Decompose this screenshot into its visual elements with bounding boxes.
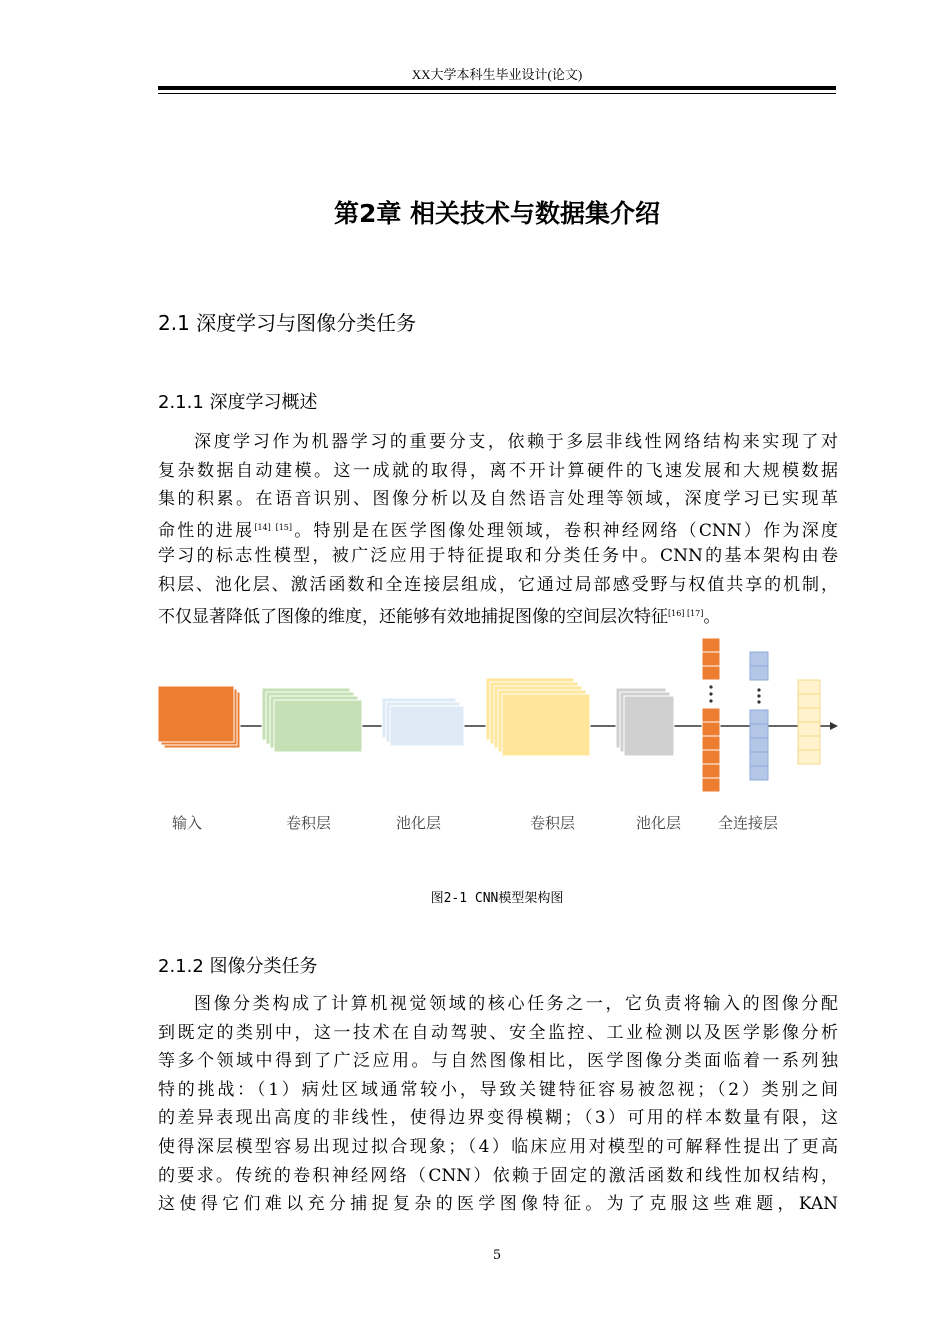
section-heading: 2.1 深度学习与图像分类任务 <box>158 311 417 335</box>
running-header: XX大学本科生毕业设计(论文) <box>411 67 583 82</box>
text-fragment: 。 <box>703 606 721 627</box>
text-line: 使得深层模型容易出现过拟合现象；（4）临床应用对模型的可解释性提出了更高 <box>158 1136 838 1157</box>
text-fragment: 不仅显著降低了图像的维度，还能够有效地捕捉图像的空间层次特征 <box>158 606 668 627</box>
header-rule-thin <box>158 93 836 94</box>
input-block <box>158 686 240 748</box>
text-line: 的差异表现出高度的非线性，使得边界变得模糊；（3）可用的样本数量有限，这 <box>158 1108 838 1129</box>
pool-layer-2-block <box>616 688 674 756</box>
header-rule-thick <box>158 86 836 90</box>
paragraph-image-classification <box>158 990 838 1219</box>
text-line: 等多个领域中得到了广泛应用。与自然图像相比，医学图像分类面临着一系列独 <box>158 1051 838 1072</box>
conv-layer-2-block <box>486 678 590 756</box>
text-fragment: 。特别是在医学图像处理领域，卷积神经网络（CNN）作为深度 <box>292 520 838 541</box>
text-line: 图像分类构成了计算机视觉领域的核心任务之一，它负责将输入的图像分配 <box>194 994 838 1014</box>
pool-layer-1-block <box>382 698 464 746</box>
figure-label-fc: 全连接层 <box>718 814 779 832</box>
text-line: 到既定的类别中，这一技术在自动驾驶、安全监控、工业检测以及医学影像分析 <box>158 1022 838 1043</box>
output-column <box>798 680 820 764</box>
paragraph-deep-learning <box>158 428 838 628</box>
figure-label-input: 输入 <box>172 814 203 832</box>
subsection-heading-2: 2.1.2 图像分类任务 <box>158 956 318 977</box>
figure-label-pool1: 池化层 <box>396 814 442 832</box>
text-fragment: 命性的进展 <box>158 520 255 541</box>
text-line-with-citation <box>158 600 838 629</box>
fc-orange-ellipsis <box>709 685 712 702</box>
text-line: 集的积累。在语音识别、图像分析以及自然语言处理等领域，深度学习已实现革 <box>158 489 838 510</box>
fc-blue-ellipsis <box>757 688 760 703</box>
chapter-title: 第2章 相关技术与数据集介绍 <box>333 199 661 228</box>
flow-arrow-head <box>830 722 838 730</box>
text-line: 深度学习作为机器学习的重要分支，依赖于多层非线性网络结构来实现了对 <box>194 432 838 452</box>
citation: [16] [17] <box>668 608 704 618</box>
text-line: 复杂数据自动建模。这一成就的取得，离不开计算硬件的飞速发展和大规模数据 <box>158 460 838 481</box>
citation: [14] [15] <box>254 522 292 532</box>
figure-caption: 图2-1 CNN模型架构图 <box>430 891 564 906</box>
fc-blue-column <box>750 652 768 780</box>
text-line: 学习的标志性模型，被广泛应用于特征提取和分类任务中。CNN的基本架构由卷 <box>158 546 838 567</box>
text-line: 这使得它们难以充分捕捉复杂的医学图像特征。为了克服这些难题，KAN <box>158 1194 838 1215</box>
text-line: 的要求。传统的卷积神经网络（CNN）依赖于固定的激活函数和线性加权结构， <box>158 1165 838 1186</box>
fc-orange-column <box>702 638 720 792</box>
subsection-heading-1: 2.1.1 深度学习概述 <box>158 392 318 413</box>
text-line-with-citation <box>158 514 838 543</box>
page-number: 5 <box>492 1248 502 1263</box>
conv-layer-1-block <box>262 688 362 752</box>
figure-label-conv2: 卷积层 <box>530 814 576 832</box>
text-line: 积层、池化层、激活函数和全连接层组成，它通过局部感受野与权值共享的机制， <box>158 574 838 595</box>
text-line: 特的挑战：（1）病灶区域通常较小，导致关键特征容易被忽视；（2）类别之间 <box>158 1079 838 1100</box>
figure-label-conv1: 卷积层 <box>286 814 332 832</box>
figure-label-pool2: 池化层 <box>636 814 682 832</box>
